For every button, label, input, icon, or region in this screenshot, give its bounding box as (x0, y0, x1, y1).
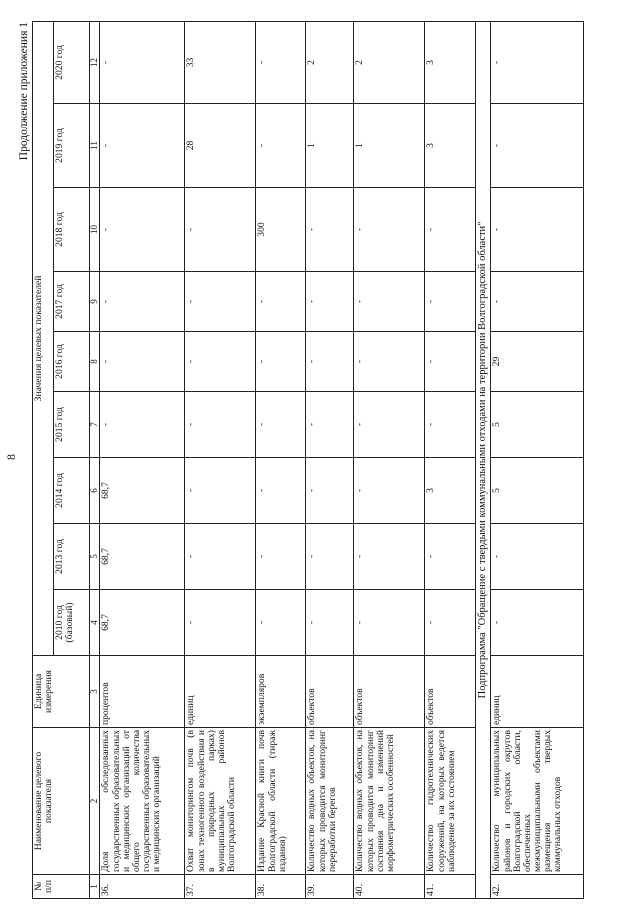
row-num: 39. (306, 875, 354, 899)
header-year: 2018 год (54, 188, 90, 272)
col-number: 5 (90, 524, 100, 590)
table-row (185, 21, 256, 898)
header-year: 2016 год (54, 332, 90, 392)
row-value: 5 (491, 392, 584, 458)
row-unit: единиц (185, 656, 256, 728)
row-value: - (256, 104, 306, 188)
page-number: 8 (4, 454, 18, 460)
row-value: 29 (491, 332, 584, 392)
row-value: - (100, 104, 185, 188)
row-value: 5 (491, 458, 584, 524)
row-value: - (491, 590, 584, 656)
row-value: - (425, 590, 476, 656)
col-number: 12 (90, 21, 100, 103)
row-num: 41. (425, 875, 476, 899)
row-value: - (354, 188, 425, 272)
column-numbers-row (90, 21, 100, 898)
table-row (425, 21, 476, 898)
row-value: 1 (354, 104, 425, 188)
row-name: Количество гидротехнических сооружений, на которых ведется наблюдение за их состоянием (425, 728, 476, 875)
row-value: 2 (306, 21, 354, 103)
row-value: 2 (354, 21, 425, 103)
row-value: - (306, 524, 354, 590)
row-value: - (185, 590, 256, 656)
header-year: 2020 год (54, 21, 90, 103)
row-value: - (256, 272, 306, 332)
header-values-group: Значения целевых показателей (33, 21, 54, 655)
row-unit: единиц (491, 656, 584, 728)
row-value: - (185, 188, 256, 272)
row-value: - (185, 392, 256, 458)
row-name: Охват мониторингом почв (в зонах техногенного воздействия и в природных парках) муниципальных районов Волгоградской области (185, 728, 256, 875)
header-name: Наименование целевого показателя (33, 728, 90, 875)
row-unit: процентов (100, 656, 185, 728)
col-number: 8 (90, 332, 100, 392)
row-value: - (185, 272, 256, 332)
row-value: - (256, 590, 306, 656)
table-row (256, 21, 306, 898)
col-number: 11 (90, 104, 100, 188)
row-value: 1 (306, 104, 354, 188)
row-unit: объектов (354, 656, 425, 728)
row-num: 38. (256, 875, 306, 899)
row-value: 3 (425, 104, 476, 188)
row-value: - (256, 332, 306, 392)
row-value: - (354, 392, 425, 458)
row-value: - (354, 458, 425, 524)
row-value: - (425, 272, 476, 332)
row-value: - (306, 332, 354, 392)
row-name: Количество муниципальных районов и городских округов Волгоградской области, обеспеченных межмуниципальными объектами размещения твердых коммунальных отходов (491, 728, 584, 875)
row-value: - (185, 332, 256, 392)
header-year: 2019 год (54, 104, 90, 188)
col-number: 1 (90, 875, 100, 899)
row-name: Издание Красной книги почв Волгоградской области (тираж издания) (256, 728, 306, 875)
col-number: 3 (90, 656, 100, 728)
row-value: - (491, 272, 584, 332)
row-value: 300 (256, 188, 306, 272)
row-value: - (256, 392, 306, 458)
target-indicators-table (32, 21, 584, 899)
row-value: - (306, 188, 354, 272)
row-value: - (425, 332, 476, 392)
row-unit: экземпляров (256, 656, 306, 728)
header-year: 2013 год (54, 524, 90, 590)
row-value: - (256, 524, 306, 590)
col-number: 6 (90, 458, 100, 524)
row-value: 68,7 (100, 524, 185, 590)
row-name: Количество водных объектов, на которых проводится мониторинг состояния дна и изменений морфометрических особенностей (354, 728, 425, 875)
row-value: - (354, 272, 425, 332)
row-value: - (354, 332, 425, 392)
row-value: 3 (425, 458, 476, 524)
row-name: Доля обследованных государственных образовательных и медицинских организаций от общего количества государственных образовательных и медицинских организаций (100, 728, 185, 875)
row-value: - (100, 332, 185, 392)
header-unit: Единица измерения (33, 656, 90, 728)
col-number: 9 (90, 272, 100, 332)
header-year: 2015 год (54, 392, 90, 458)
col-number: 2 (90, 728, 100, 875)
row-value: - (100, 188, 185, 272)
table-row (306, 21, 354, 898)
row-value: - (491, 21, 584, 103)
row-value: - (306, 590, 354, 656)
row-value: - (491, 104, 584, 188)
row-value: - (100, 392, 185, 458)
row-value: - (306, 272, 354, 332)
row-value: 3 (425, 21, 476, 103)
row-value: - (425, 524, 476, 590)
row-value: - (354, 590, 425, 656)
header-num: № п/п (33, 875, 90, 899)
row-value: - (185, 524, 256, 590)
row-value: - (425, 392, 476, 458)
row-value: - (256, 21, 306, 103)
col-number: 7 (90, 392, 100, 458)
row-value: - (354, 524, 425, 590)
subprogram-row (476, 21, 491, 898)
row-value: - (100, 21, 185, 103)
row-value: - (306, 458, 354, 524)
row-unit: объектов (306, 656, 354, 728)
row-num: 36. (100, 875, 185, 899)
row-value: 68,7 (100, 590, 185, 656)
col-number: 10 (90, 188, 100, 272)
header-year: 2014 год (54, 458, 90, 524)
continuation-note: Продолжение приложения 1 (18, 22, 30, 161)
header-year: 2017 год (54, 272, 90, 332)
row-value: - (256, 458, 306, 524)
row-value: 28 (185, 104, 256, 188)
header-year: 2010 год (базовый) (54, 590, 90, 656)
header-row-1 (33, 21, 54, 898)
row-num: 42. (491, 875, 584, 899)
table-row (354, 21, 425, 898)
subprogram-title: Подпрограмма "Обращение с твердыми коммунальными отходами на территории Волгоградской области" (476, 21, 491, 898)
row-value: 33 (185, 21, 256, 103)
row-name: Количество водных объектов, на которых проводится мониторинг переработки берегов (306, 728, 354, 875)
row-value: - (491, 188, 584, 272)
row-value: 68,7 (100, 458, 185, 524)
row-value: - (491, 524, 584, 590)
row-value: - (425, 188, 476, 272)
col-number: 4 (90, 590, 100, 656)
row-num: 37. (185, 875, 256, 899)
table-row (100, 21, 185, 898)
row-value: - (100, 272, 185, 332)
row-value: - (306, 392, 354, 458)
row-unit: объектов (425, 656, 476, 728)
row-value: - (185, 458, 256, 524)
table-row (491, 21, 584, 898)
row-num: 40. (354, 875, 425, 899)
